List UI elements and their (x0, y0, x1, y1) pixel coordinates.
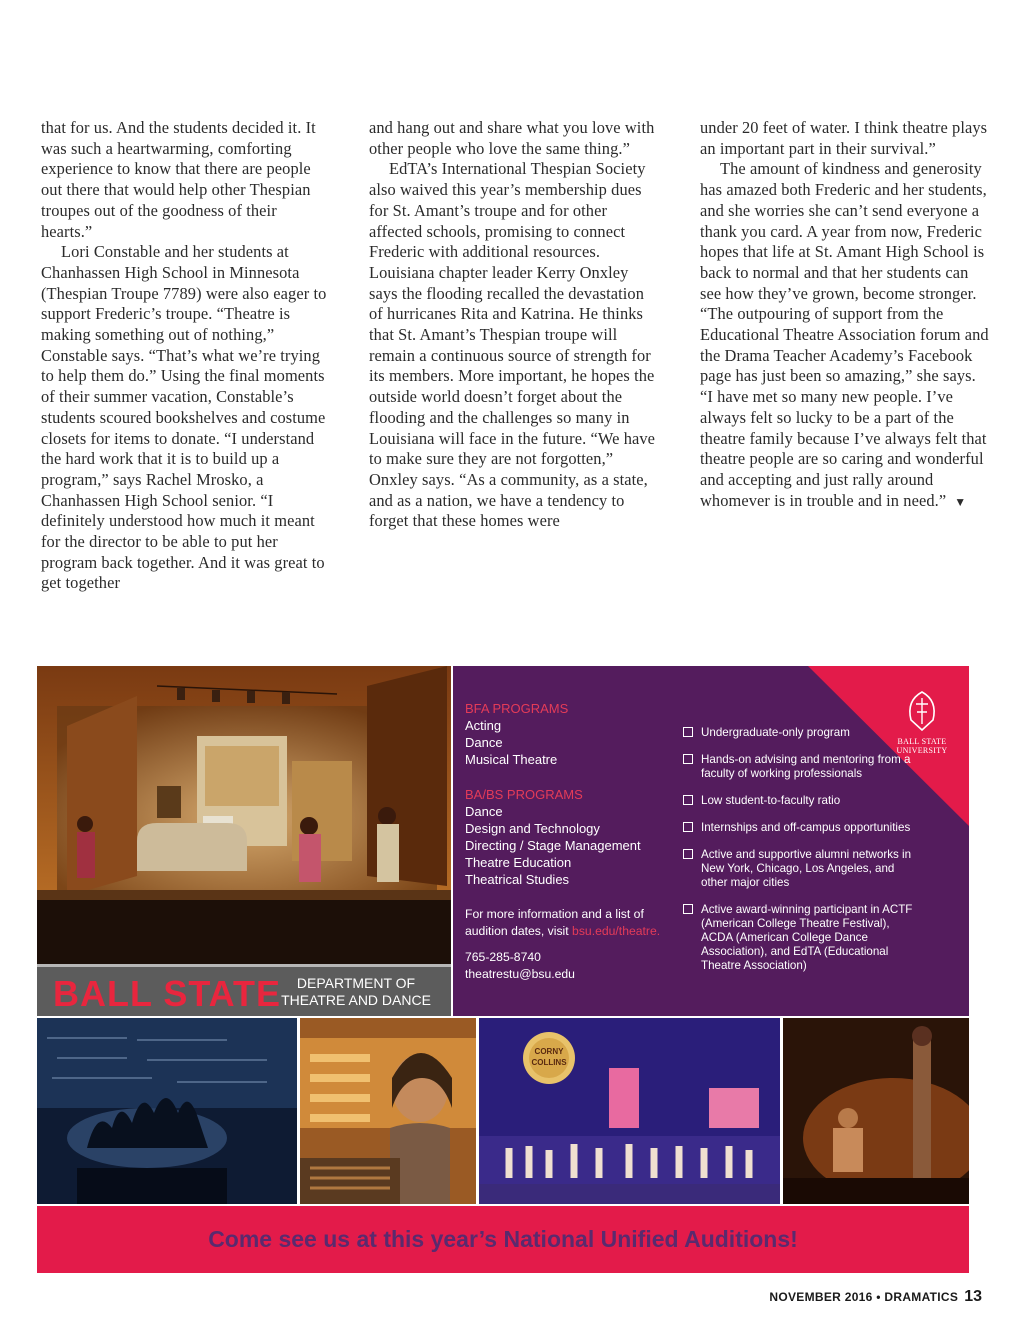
paragraph: and hang out and share what you love with other people who love the same thing.” (369, 118, 655, 158)
paragraph: under 20 feet of water. I think theatre plays an important part in their survival.” (700, 118, 988, 158)
stage-production-photo (37, 666, 451, 964)
program-info-panel (453, 666, 969, 1016)
checkbox-icon (683, 795, 693, 805)
benefit-text: Active and supportive alumni networks in New York, Chicago, Los Angeles, and other major cities (701, 848, 912, 889)
paragraph: EdTA’s International Thespian Society also waived this year’s membership dues for St. Amant’s troupe and for other affected schools, promising to connect Frederic with additional resources. Louisiana chapter leader Kerry Onxley says the flooding recalled the devastation of hurricanes Rita and Katrina. He thinks that St. Amant’s Thespian troupe will remain a continuous source of strength for its members. More important, he hopes the outside world doesn’t forget about the flooding and the challenges so many in Louisiana will face in the future. “We have to make sure they are not forgotten,” Onxley says. “As a community, as a state, and as a nation, we have a tendency to forget that these homes were (369, 159, 656, 531)
page-footer (769, 1288, 982, 1306)
program-item: Acting (465, 718, 502, 733)
dance-performance-photo (37, 1018, 297, 1204)
program-item: Directing / Stage Management (465, 838, 641, 854)
bfa-programs-heading: BFA PROGRAMS (465, 701, 569, 716)
benefit-item (683, 821, 923, 835)
benefit-text: Internships and off-campus opportunities (701, 821, 911, 834)
auditions-call-to-action: Come see us at this year’s National Unified Auditions! (208, 1226, 798, 1252)
program-item: Musical Theatre (465, 752, 558, 768)
benefit-item (683, 753, 923, 781)
benefit-text: Active award-winning participant in ACTF (American College Theatre Festival), ACDA (American College Dance Association), and EdTA (Educational Theatre Association) (701, 903, 913, 972)
paragraph: that for us. And the students decided it. It was such a heartwarming, comforting experience to know that there are people out there that would help other Thespian troupes out of the goodness of their hearts.” (41, 118, 316, 241)
info-text: For more information and a list of audition dates, visit (465, 906, 644, 938)
article-column-2 (369, 118, 659, 532)
paragraph: Lori Constable and her students at Chanhassen High School in Minnesota (Thespian Troupe 7789) were also eager to support Frederic’s troupe. “Theatre is making something out of nothing,” Constable says. “That’s what we’re trying to help them do.” Using the final moments of their summer vacation, Constable’s students scoured bookshelves and costume closets for items to donate. “I understand the hard work that it is to build up a program,” says Rachel Mrosko, a Chanhassen High School senior. “I definitely understood how much it meant for the director to be able to put her program back together. And it was great to get together (41, 242, 327, 593)
paragraph (700, 159, 990, 512)
issue-label: NOVEMBER 2016 • DRAMATICS (769, 1290, 959, 1304)
benefit-text: Low student-to-faculty ratio (701, 794, 841, 807)
article-column-1 (41, 118, 331, 594)
drama-scene-photo (783, 1018, 969, 1204)
page-number: 13 (964, 1288, 982, 1305)
benefits-list (683, 726, 923, 986)
program-item: Dance (465, 735, 503, 751)
phone-number: 765-285-8740 (465, 949, 541, 964)
checkbox-icon (683, 822, 693, 832)
program-item: Theatre Education (465, 855, 572, 871)
benefit-text: Hands-on advising and mentoring from a faculty of working professionals (701, 753, 911, 780)
checkbox-icon (683, 727, 693, 737)
babs-programs-heading: BA/BS PROGRAMS (465, 786, 583, 802)
paragraph-text: The amount of kindness and generosity has amazed both Frederic and her students, and she worries she can’t send everyone a thank you card. A year from now, Frederic hopes that life at St. Amant High School is back to normal and that her students can see how they’ve grown, become stronger. “The outpouring of support from the Educational Theatre Association forum and the Drama Teacher Academy’s Facebook page has just been so amazing,” she says. “I have met so many new people. I’ve always felt so lucky to be a part of the theatre family because I’ve always felt that theatre people are so caring and wonderful and accepting and just rally around whomever is in trouble and in need.” (700, 159, 989, 510)
hairspray-production-photo (479, 1018, 780, 1204)
benefit-item (683, 848, 923, 890)
checkbox-icon (683, 904, 693, 914)
department-name: DEPARTMENT OF THEATRE AND DANCE (281, 975, 431, 1008)
program-item: Dance (465, 803, 503, 819)
end-of-article-mark: ▼ (954, 494, 967, 509)
benefit-item (683, 794, 923, 808)
checkbox-icon (683, 849, 693, 859)
svg-text:COLLINS: COLLINS (531, 1058, 567, 1067)
program-item: Design and Technology (465, 820, 600, 836)
website-link[interactable]: bsu.edu/theatre. (572, 923, 661, 938)
info-paragraph (465, 906, 680, 940)
article-column-3 (700, 118, 990, 512)
ball-state-advertisement (37, 666, 969, 1273)
ball-state-banner (37, 964, 451, 1016)
benefit-text: Undergraduate-only program (701, 726, 850, 739)
ball-state-wordmark: BALL STATE (53, 973, 281, 1014)
email-address[interactable]: theatrestu@bsu.edu (465, 966, 575, 981)
corny-collins-sign: CORNY (534, 1047, 564, 1056)
auditions-banner (37, 1206, 969, 1273)
university-logo-line2: UNIVERSITY (896, 746, 948, 755)
program-item: Theatrical Studies (465, 872, 570, 888)
benefit-item (683, 726, 923, 740)
checkbox-icon (683, 754, 693, 764)
benefit-item (683, 903, 923, 973)
student-sound-board-photo (300, 1018, 476, 1204)
programs-list (465, 700, 680, 983)
university-logo-line1: BALL STATE (897, 737, 947, 746)
